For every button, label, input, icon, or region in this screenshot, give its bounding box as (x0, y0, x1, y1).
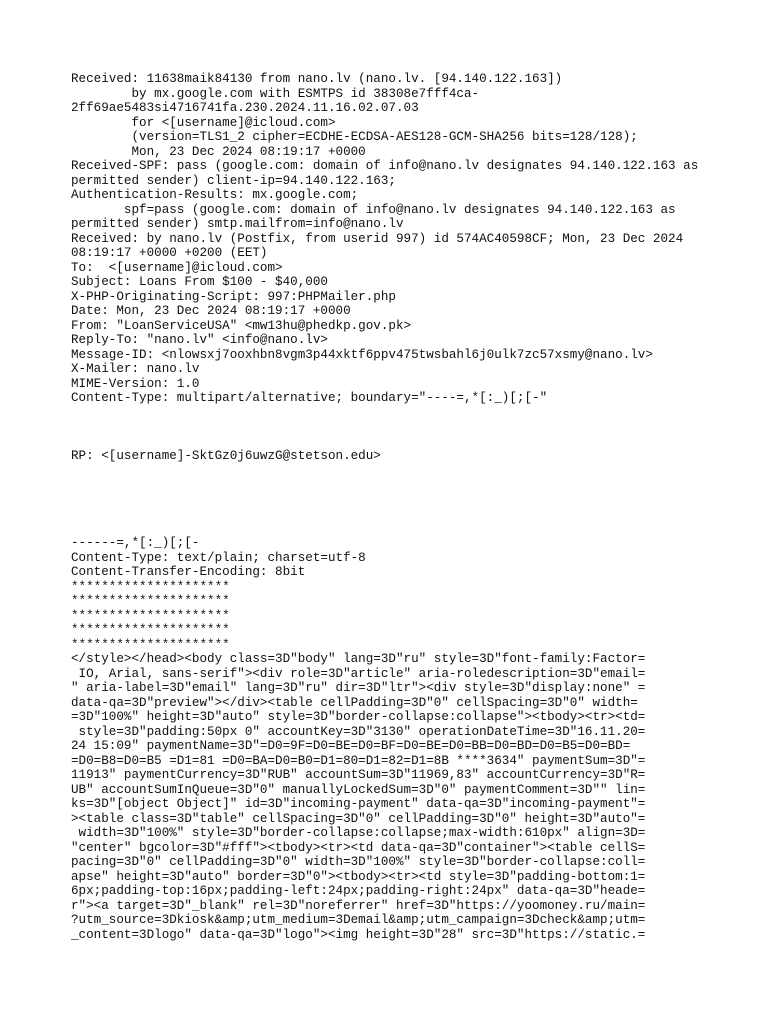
document-line: data-qa=3D"preview"></div><table cellPadding=3D"0" cellSpacing=3D"0" width= (71, 695, 638, 710)
document-line: X-Mailer: nano.lv (71, 362, 200, 376)
document-line: Message-ID: <nlowsxj7ooxhbn8vgm3p44xktf6ppv475twsbahl6j0ulk7zc57xsmy@nano.lv> (71, 347, 653, 362)
document-line: IO, Arial, sans-serif"><div role=3D"article" aria-roledescription=3D"email= (71, 666, 646, 681)
document-line: 6px;padding-top:16px;padding-left:24px;padding-right:24px" data-qa=3D"heade= (71, 884, 646, 898)
document-line: ********************* (71, 594, 230, 608)
document-line: by mx.google.com with ESMTPS id 38308e7fff4ca- (71, 86, 480, 101)
document-line (71, 478, 711, 493)
document-line: pacing=3D"0" cellPadding=3D"0" width=3D"100%" style=3D"border-collapse:coll= (71, 855, 646, 869)
document-line: 08:19:17 +0000 +0200 (EET) (71, 246, 268, 260)
document-line: Received: 11638maik84130 from nano.lv (nano.lv. [94.140.122.163]) (71, 72, 563, 86)
document-line: ks=3D"[object Object]" id=3D"incoming-payment" data-qa=3D"incoming-payment"= (71, 797, 646, 811)
document-line: RP: <[username]-SktGz0j6uwzG@stetson.edu> (71, 449, 381, 463)
document-line: Reply-To: "nano.lv" <info@nano.lv> (71, 333, 328, 347)
document-line: ********************* (71, 623, 230, 637)
document-line: MIME-Version: 1.0 (71, 376, 200, 391)
document-line (71, 464, 711, 479)
document-line: 2ff69ae5483si4716741fa.230.2024.11.16.02.07.03 (71, 101, 419, 115)
document-line (71, 406, 711, 421)
document-line: 11913" paymentCurrency=3D"RUB" accountSum=3D"11969,83" accountCurrency=3D"R= (71, 768, 646, 782)
document-line: Content-Type: multipart/alternative; boundary="----=,*[:_)[;[-" (71, 391, 548, 405)
document-line: ?utm_source=3Dkiosk&amp;utm_medium=3Demail&amp;utm_campaign=3Dcheck&amp;utm= (71, 913, 646, 927)
document-line: Subject: Loans From $100 - $40,000 (71, 275, 328, 289)
document-line: X-PHP-Originating-Script: 997:PHPMailer.php (71, 289, 396, 304)
document-line: ********************* (71, 608, 230, 623)
document-line: for <[username]@icloud.com> (71, 115, 336, 130)
document-line: From: "LoanServiceUSA" <mw13hu@phedkp.gov.pk> (71, 318, 412, 333)
document-line (71, 507, 711, 522)
document-line: ********************* (71, 579, 230, 594)
document-line: permitted sender) smtp.mailfrom=info@nano.lv (71, 217, 404, 231)
document-line: style=3D"padding:50px 0" accountKey=3D"3130" operationDateTime=3D"16.11.20= (71, 724, 646, 739)
document-line (71, 522, 711, 537)
document-line: Content-Transfer-Encoding: 8bit (71, 565, 306, 579)
document-line: _content=3Dlogo" data-qa=3D"logo"><img height=3D"28" src=3D"https://static.= (71, 927, 646, 942)
document-line: apse" height=3D"auto" border=3D"0"><tbody><tr><td style=3D"padding-bottom:1= (71, 869, 646, 884)
document-line: =D0=B8=D0=B5 =D1=81 =D0=BA=D0=B0=D1=80=D1=82=D1=8B ****3634" paymentSum=3D"= (71, 753, 646, 768)
document-line: ********************* (71, 637, 230, 652)
document-line (71, 493, 711, 508)
document-line (71, 420, 711, 435)
document-line: Received: by nano.lv (Postfix, from userid 997) id 574AC40598CF; Mon, 23 Dec 2024 (71, 231, 684, 246)
document-line: UB" accountSumInQueue=3D"0" manuallyLockedSum=3D"0" paymentComment=3D"" lin= (71, 782, 646, 797)
document-line: spf=pass (google.com: domain of info@nano.lv designates 94.140.122.163 as (71, 202, 676, 217)
document-line: </style></head><body class=3D"body" lang=3D"ru" style=3D"font-family:Factor= (71, 652, 646, 666)
email-source-document (71, 72, 711, 942)
document-line: ------=,*[:_)[;[- (71, 536, 200, 550)
document-line: Authentication-Results: mx.google.com; (71, 188, 359, 202)
document-line: Mon, 23 Dec 2024 08:19:17 +0000 (71, 144, 366, 159)
document-line: permitted sender) client-ip=94.140.122.163; (71, 173, 396, 188)
document-line: =3D"100%" height=3D"auto" style=3D"border-collapse:collapse"><tbody><tr><td= (71, 710, 646, 724)
document-line: To: <[username]@icloud.com> (71, 260, 283, 275)
document-line: 24 15:09" paymentName=3D"=D0=9F=D0=BE=D0=BF=D0=BE=D0=BB=D0=BD=D0=B5=D0=BD= (71, 739, 631, 753)
document-line: Date: Mon, 23 Dec 2024 08:19:17 +0000 (71, 304, 351, 318)
document-line: width=3D"100%" style=3D"border-collapse:collapse;max-width:610px" align=3D= (71, 826, 646, 840)
document-line: (version=TLS1_2 cipher=ECDHE-ECDSA-AES128-GCM-SHA256 bits=128/128); (71, 130, 638, 144)
document-line: r"><a target=3D"_blank" rel=3D"noreferrer" href=3D"https://yoomoney.ru/main= (71, 898, 646, 913)
document-line: "center" bgcolor=3D"#fff"><tbody><tr><td data-qa=3D"container"><table cellS= (71, 840, 646, 855)
document-line (71, 435, 711, 450)
document-line: Received-SPF: pass (google.com: domain of info@nano.lv designates 94.140.122.163 as (71, 159, 699, 173)
document-line: " aria-label=3D"email" lang=3D"ru" dir=3D"ltr"><div style=3D"display:none" = (71, 681, 646, 695)
document-line: Content-Type: text/plain; charset=utf-8 (71, 550, 366, 565)
document-line: ><table class=3D"table" cellSpacing=3D"0" cellPadding=3D"0" height=3D"auto"= (71, 811, 646, 826)
